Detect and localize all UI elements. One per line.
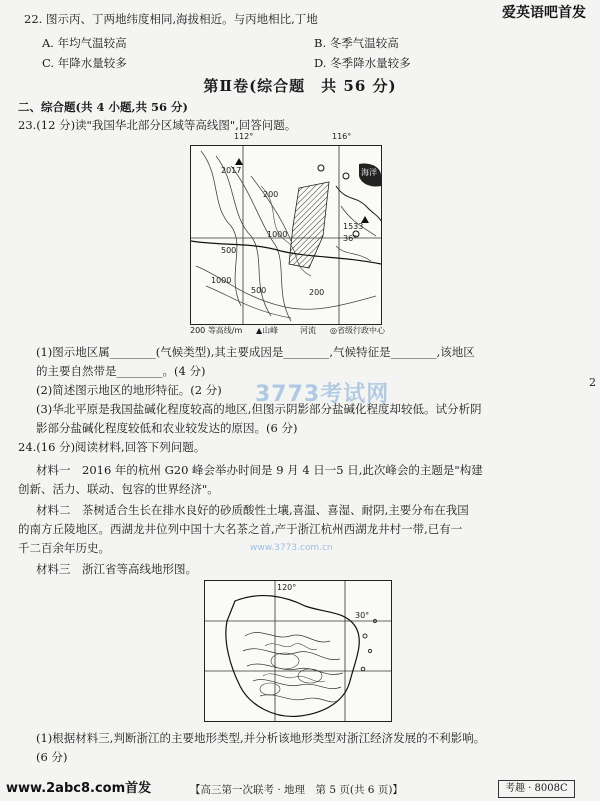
contour-label: 1000 — [267, 230, 288, 239]
q24-item-1b: (6 分) — [36, 750, 68, 764]
watermark-center-small: www.3773.com.cn — [250, 543, 333, 553]
q24-material3: 材料三 浙江省等高线地形图。 — [36, 562, 197, 576]
peak-label: 1533 — [343, 222, 364, 231]
watermark-top-right: 爱英语吧首发 — [502, 5, 586, 21]
zhejiang-contour-svg — [205, 581, 391, 721]
legend-peak: ▲山峰 — [256, 326, 279, 335]
q24-stem: 24.(16 分)阅读材料,回答下列问题。 — [18, 440, 206, 454]
footer-code: 考趣 · 8008C — [498, 780, 575, 798]
capital-icon — [343, 173, 349, 179]
q23-item-3b: 影部分盐碱化程度较低和农业较发达的原因。(6 分) — [36, 421, 298, 435]
q22-option-a: A. 年均气温较高 — [42, 36, 127, 50]
q24-material1-b: 创新、活力、联动、包容的世界经济"。 — [18, 482, 219, 496]
q24-item-1a: (1)根据材料三,判断浙江的主要地形类型,并分析该地形类型对浙江经济发展的不利影响。 — [36, 731, 486, 745]
q22-option-c: C. 年降水量较多 — [42, 56, 127, 70]
q23-item-2: (2)简述图示地区的地形特征。(2 分) — [36, 383, 222, 397]
north-china-contour-map — [190, 145, 382, 325]
lon-label: 116° — [332, 132, 352, 141]
contour-label: 500 — [221, 246, 237, 255]
legend-river: 河流 — [300, 326, 316, 335]
section-title: 第Ⅱ卷(综合题 共 56 分) — [203, 77, 397, 95]
lat-label: 36° — [343, 234, 358, 243]
q23-item-3a: (3)华北平原是我国盐碱化程度较高的地区,但图示阴影部分盐碱化程度却较低。试分析阴 — [36, 402, 482, 416]
lat-label: 30° — [355, 611, 370, 620]
section-subheading: 二、综合题(共 4 小题,共 56 分) — [18, 100, 188, 114]
watermark-center: 3773考试网 — [255, 382, 390, 407]
footer-site: www.2abc8.com首发 — [6, 781, 152, 796]
q23-item-1b: 的主要自然带是________。(4 分) — [36, 364, 206, 378]
footer-page-info: 【高三第一次联考 · 地理 第 5 页(共 6 页)】 — [190, 784, 403, 796]
q24-material1-a: 材料一 2016 年的杭州 G20 峰会举办时间是 9 月 4 日一5 日,此次峰会的主题是"构建 — [36, 463, 483, 477]
legend-capital: ◎省级行政中心 — [330, 326, 385, 335]
q22-stem: 22. 图示丙、丁两地纬度相同,海拔相近。与丙地相比,丁地 — [24, 12, 318, 26]
q23-stem: 23.(12 分)读"我国华北部分区域等高线图",回答问题。 — [18, 118, 297, 132]
contour-label: 200 — [263, 190, 279, 199]
contour-label: 500 — [251, 286, 267, 295]
peak-label: 2017 — [221, 166, 242, 175]
zhejiang-contour-map — [204, 580, 392, 722]
q24-material2-b: 的南方丘陵地区。西湖龙井位列中国十大名茶之首,产于浙江杭州西湖龙井村一带,已有一 — [18, 522, 463, 536]
q22-option-d: D. 冬季降水量较多 — [314, 56, 411, 70]
q24-material2-c: 千二百余年历史。 — [18, 541, 110, 555]
capital-icon — [318, 165, 324, 171]
legend-contour: 200 等高线/m — [190, 326, 243, 335]
q23-item-1a: (1)图示地区属________(气候类型),其主要成因是________,气候特征是________,该地区 — [36, 345, 475, 359]
city-label: 海洋 — [361, 168, 377, 177]
contour-label: 200 — [309, 288, 325, 297]
edge-mark: 2 — [589, 376, 596, 389]
peak-icon — [235, 158, 243, 165]
lon-label: 120° — [277, 583, 297, 592]
q24-material2-a: 材料二 茶树适合生长在排水良好的砂质酸性土壤,喜温、喜湿、耐阴,主要分布在我国 — [36, 503, 469, 517]
contour-label: 1000 — [211, 276, 232, 285]
q22-option-b: B. 冬季气温较高 — [314, 36, 399, 50]
lon-label: 112° — [234, 132, 254, 141]
